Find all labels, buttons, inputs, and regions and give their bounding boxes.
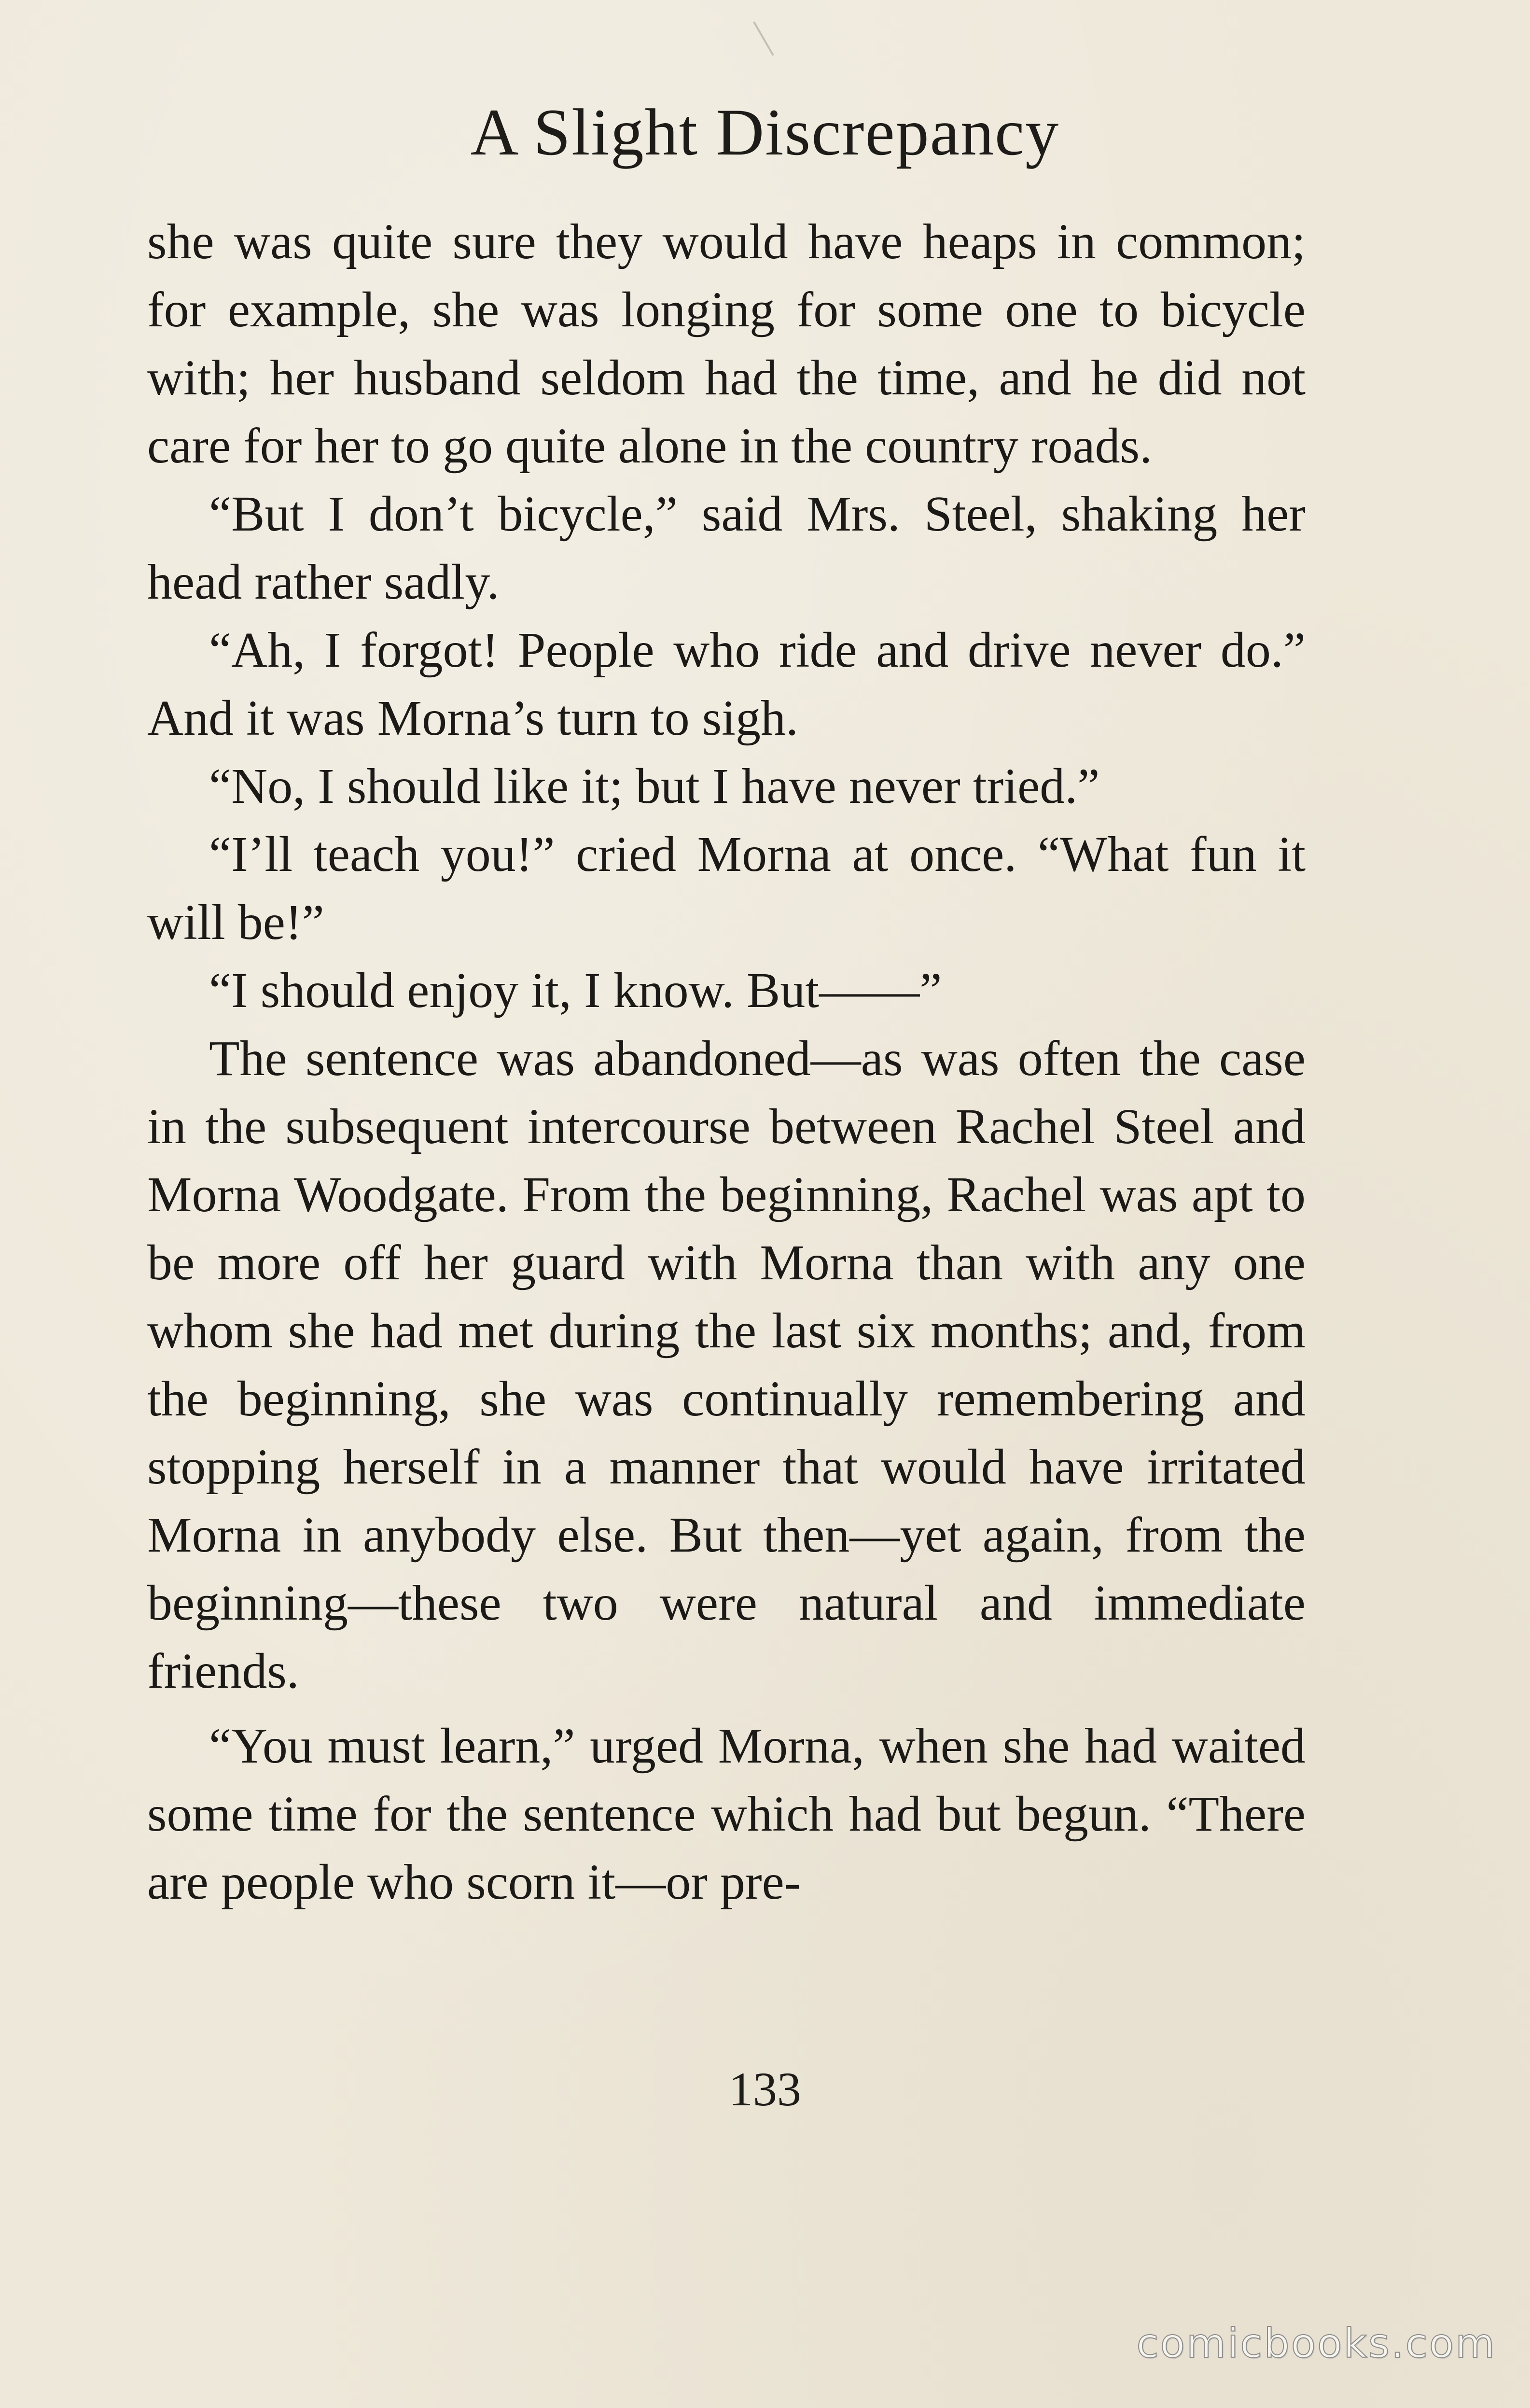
body-text bbox=[147, 208, 1306, 1916]
paragraph: “You must learn,” urged Morna, when she had waited some time for the sentence which had but begun. “There are people who scorn it—or pre- bbox=[147, 1718, 1306, 1910]
watermark: comicbooks.com bbox=[1136, 2320, 1496, 2367]
paper-blemish bbox=[753, 21, 774, 56]
paragraph: “But I don’t bicycle,” said Mrs. Steel, shaking her head rather sadly. bbox=[147, 486, 1306, 610]
paragraph: “I should enjoy it, I know. But——” bbox=[209, 963, 942, 1018]
paragraph: “No, I should like it; but I have never tried.” bbox=[209, 758, 1100, 814]
paragraph: The sentence was abandoned—as was often the case in the subsequent intercourse between Rachel Steel and Morna Woodgate. From the beginning, Rachel was apt to be more off her guard with Morna than with any one whom she had met during the last six months; and, from the beginning, she was continually remembering and stopping herself in a manner that would have irritated Morna in anybody else. But then—yet again, from the beginning—these two were natural and immediate friends. bbox=[147, 1031, 1306, 1699]
running-head: A Slight Discrepancy bbox=[470, 95, 1060, 169]
paragraph: “Ah, I forgot! People who ride and drive never do.” And it was Morna’s turn to sigh. bbox=[147, 622, 1306, 746]
paragraph: she was quite sure they would have heaps in common; for example, she was longing for some one to bicycle with; her husband seldom had the time, and he did not care for her to go quite alone in the country roads. bbox=[147, 214, 1306, 474]
page-number: 133 bbox=[729, 2062, 801, 2116]
paragraph: “I’ll teach you!” cried Morna at once. “What fun it will be!” bbox=[147, 826, 1306, 950]
